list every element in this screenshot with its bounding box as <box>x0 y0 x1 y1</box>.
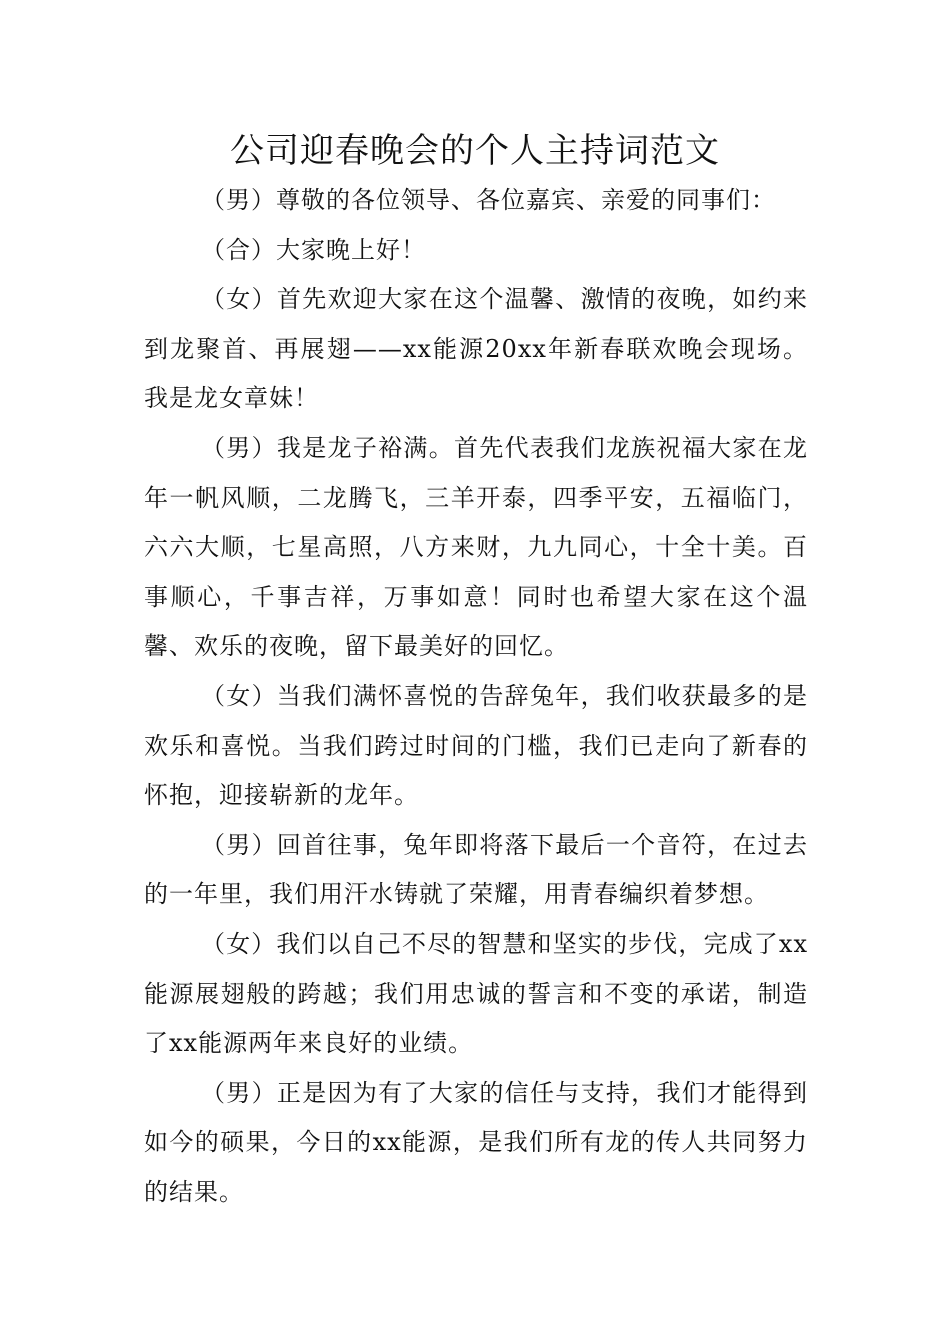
paragraph-welcome-chorus: （合）大家晚上好！ <box>201 235 426 264</box>
paragraph-male-intro: （男）我是龙子裕满。首先代表我们龙族祝福大家在龙年一帆风顺，二龙腾飞，三羊开泰，四季平安，五福临门，六六大顺，七星高照，八方来财，九九同心，十全十美。百事顺心，千事吉祥，万事如意！同时也希望大家在这个温馨、欢乐的夜晚，留下最美好的回忆。 <box>144 433 808 661</box>
paragraph-achievements: （女）我们以自己不尽的智慧和坚实的步伐，完成了xx能源展翅般的跨越；我们用忠诚的誓言和不变的承诺，制造了xx能源两年来良好的业绩。 <box>144 929 808 1058</box>
paragraph-thanks: （男）正是因为有了大家的信任与支持，我们才能得到如今的硕果，今日的xx能源，是我们所有龙的传人共同努力的结果。 <box>144 1078 808 1206</box>
document-body <box>144 176 808 1217</box>
paragraph-farewell-rabbit-year: （女）当我们满怀喜悦的告辞兔年，我们收获最多的是欢乐和喜悦。当我们跨过时间的门槛，我们已走向了新春的怀抱，迎接崭新的龙年。 <box>144 681 808 810</box>
paragraph-looking-back: （男）回首往事，兔年即将落下最后一个音符，在过去的一年里，我们用汗水铸就了荣耀，用青春编织着梦想。 <box>144 830 808 909</box>
paragraph-female-intro: （女）首先欢迎大家在这个温馨、激情的夜晚，如约来到龙聚首、再展翅——xx能源20xx年新春联欢晚会现场。我是龙女章妹！ <box>144 285 808 413</box>
document-title: 公司迎春晚会的个人主持词范文 <box>230 131 720 171</box>
paragraph-greeting: （男）尊敬的各位领导、各位嘉宾、亲爱的同事们： <box>201 186 776 214</box>
